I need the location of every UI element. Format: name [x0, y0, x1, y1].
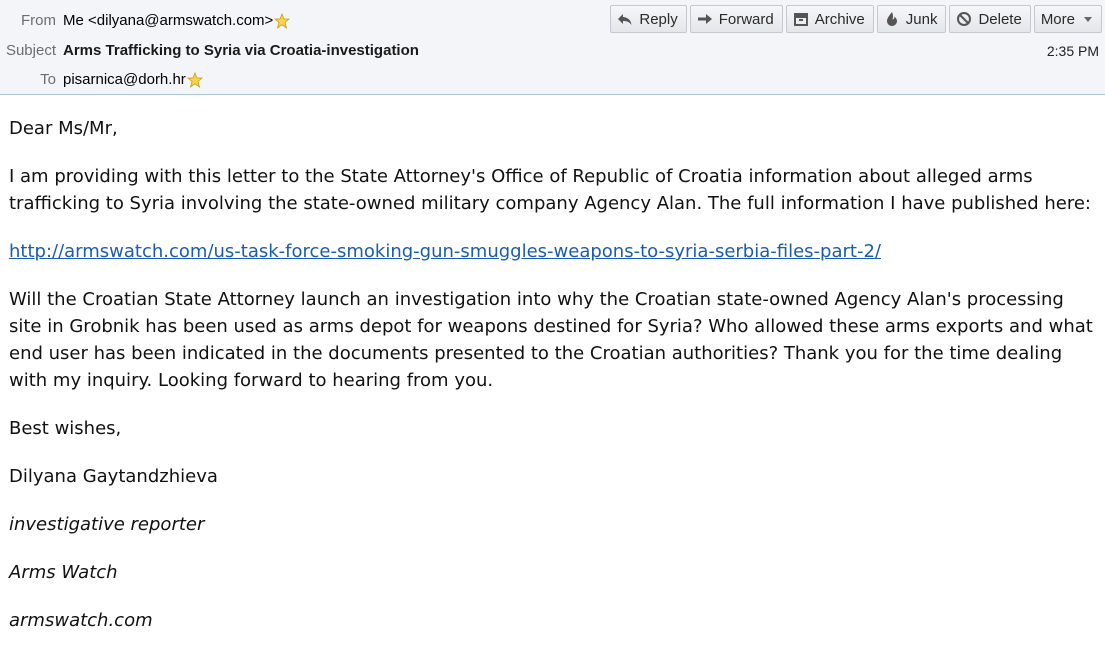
archive-label: Archive: [814, 10, 865, 28]
delete-button[interactable]: [949, 5, 1030, 33]
star-icon[interactable]: [274, 13, 290, 29]
article-link[interactable]: http://armswatch.com/us-task-force-smoking-gun-smuggles-weapons-to-syria-serbia-files-part-2/: [9, 241, 881, 262]
to-row: [0, 71, 203, 88]
message-header: [0, 0, 1105, 95]
archive-box-icon: [793, 11, 809, 27]
junk-button[interactable]: [877, 5, 947, 33]
prohibited-circle-icon: [956, 11, 972, 27]
signature-org: Arms Watch: [9, 562, 118, 583]
forward-arrow-icon: [697, 11, 713, 27]
subject-label: Subject: [5, 42, 56, 59]
forward-button[interactable]: [690, 5, 783, 33]
paragraph-intro: I am providing with this letter to the State Attorney's Office of Republic of Croatia information about alleged arms trafficking to Syria involving the state-owned military company Agency Alan. The full information I have published here:: [9, 166, 1091, 214]
reply-button[interactable]: [610, 5, 686, 33]
reply-arrow-icon: [617, 11, 633, 27]
paragraph-questions: Will the Croatian State Attorney launch an investigation into why the Croatian state-owned Agency Alan's processing site in Grobnik has been used as arms depot for weapons destined for Syria? Who allowed these arms exports and what end user has been indicated in the documents presented to the Croatian authorities? Thank you for the time dealing with my inquiry. Looking forward to hearing from you.: [9, 289, 1093, 391]
from-row: [0, 12, 290, 29]
forward-label: Forward: [718, 10, 774, 28]
signature-title: investigative reporter: [9, 514, 205, 535]
more-label: More: [1040, 10, 1075, 28]
message-toolbar: [610, 5, 1102, 33]
junk-flame-icon: [884, 11, 900, 27]
delete-label: Delete: [978, 10, 1022, 28]
chevron-down-icon: [1083, 14, 1093, 24]
message-body: [0, 95, 1105, 634]
link-paragraph: [9, 238, 1096, 265]
more-button[interactable]: [1034, 5, 1102, 33]
signature-site: armswatch.com: [9, 610, 153, 631]
greeting: Dear Ms/Mr,: [9, 118, 118, 139]
subject-text: Arms Trafficking to Syria via Croatia-investigation: [63, 42, 419, 59]
reply-label: Reply: [639, 10, 678, 28]
from-label: From: [21, 12, 56, 29]
from-address[interactable]: Me <dilyana@armswatch.com>: [63, 12, 274, 29]
signature-name: Dilyana Gaytandzhieva: [9, 466, 218, 487]
to-label: To: [40, 71, 56, 88]
archive-button[interactable]: [786, 5, 874, 33]
to-address[interactable]: pisarnica@dorh.hr: [63, 71, 186, 88]
star-icon[interactable]: [187, 72, 203, 88]
subject-row: [0, 42, 419, 59]
junk-label: Junk: [905, 10, 938, 28]
closing: Best wishes,: [9, 418, 122, 439]
message-time: 2:35 PM: [1046, 43, 1099, 59]
